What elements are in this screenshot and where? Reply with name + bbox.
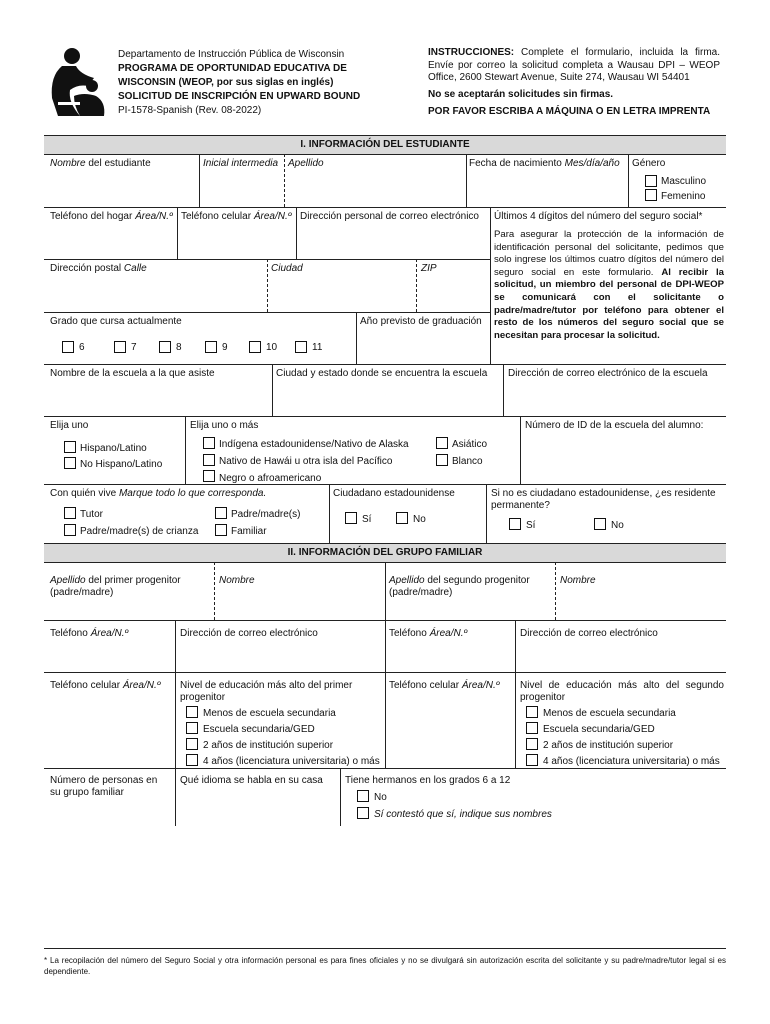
black-label: Negro o afroamericano — [219, 473, 322, 484]
p1-edu-hs-checkbox[interactable] — [186, 722, 198, 734]
p1-edu-less-hs-checkbox[interactable] — [186, 706, 198, 718]
student-id-label: Número de ID de la escuela del alumno: — [525, 420, 704, 431]
ssn-explanation: Para asegurar la protección de la información de identificación personal del solicitante, pedimos que solo ingrese los últimos cuatro dígitos del número del seguro social en este formulario. Al recibir la solicitud, un miembro del personal de DPI-WEOP se comunicará con el solicitante o padre/madre/tutor por teléfono para obtener el resto de los números del seguro social que se necesitan para procesar la solicitud. — [494, 229, 724, 341]
section-1-title: I. INFORMACIÓN DEL ESTUDIANTE — [44, 135, 726, 155]
grade-9-label: 9 — [222, 342, 228, 353]
resident-yes-label: Sí — [526, 520, 536, 531]
foster-parents-checkbox[interactable] — [64, 524, 76, 536]
school-name-label: Nombre de la escuela a la que asiste — [50, 368, 215, 379]
household-size-label: Número de personas en su grupo familiar — [50, 775, 158, 798]
parent1-phone-label: Teléfono Área/N.º — [50, 628, 129, 639]
personal-email-label: Dirección personal de correo electrónico — [300, 211, 479, 222]
school-email-label: Dirección de correo electrónico de la escuela — [508, 368, 708, 379]
program-line-1: PROGRAMA DE OPORTUNIDAD EDUCATIVA DE — [118, 63, 347, 74]
parent2-cell-label: Teléfono celular Área/N.º — [389, 680, 500, 691]
siblings-no-label: No — [374, 792, 387, 803]
no-signature-note: No se aceptarán solicitudes sin firmas. — [428, 88, 614, 100]
citizen-yes-label: Sí — [362, 514, 372, 525]
last-name-label: Apellido — [288, 158, 324, 169]
pacific-islander-checkbox[interactable] — [203, 454, 215, 466]
native-american-label: Indígena estadounidense/Nativo de Alaska — [219, 439, 409, 450]
grade-11-label: 11 — [312, 342, 323, 353]
parent1-edu-label: Nivel de educación más alto del primer progenitor — [180, 680, 353, 703]
student-name-label: Nombre del estudiante — [50, 158, 151, 169]
siblings-label: Tiene hermanos en los grados 6 a 12 — [345, 775, 511, 786]
home-phone-label: Teléfono del hogar Área/N.º — [50, 211, 173, 222]
postal-address-label: Dirección postal Calle — [50, 263, 147, 274]
grade-10-checkbox[interactable] — [249, 341, 261, 353]
citizen-label: Ciudadano estadounidense — [333, 488, 455, 499]
citizen-no-label: No — [413, 514, 426, 525]
p1-edu-4yr-label: 4 años (licenciatura universitaria) o más — [203, 756, 380, 767]
resident-question: Si no es ciudadano estadounidense, ¿es residente permanente? — [491, 488, 716, 511]
p2-edu-2yr-checkbox[interactable] — [526, 738, 538, 750]
grade-label: Grado que cursa actualmente — [50, 316, 182, 327]
parent2-phone-label: Teléfono Área/N.º — [389, 628, 468, 639]
hispanic-checkbox[interactable] — [64, 441, 76, 453]
siblings-no-checkbox[interactable] — [357, 790, 369, 802]
parent2-firstname-label: Nombre — [560, 575, 596, 586]
resident-yes-checkbox[interactable] — [509, 518, 521, 530]
middle-initial-label: Inicial intermedia — [203, 158, 279, 169]
pacific-islander-label: Nativo de Hawái u otra isla del Pacífico — [219, 456, 393, 467]
non-hispanic-label: No Hispano/Latino — [80, 459, 163, 470]
instructions-label: INSTRUCCIONES: — [428, 47, 515, 58]
siblings-yes-label: Sí contestó que sí, indique sus nombres — [374, 809, 552, 820]
program-line-2: WISCONSIN (WEOP, por sus siglas en inglés) — [118, 77, 334, 88]
relative-checkbox[interactable] — [215, 524, 227, 536]
choose-more-label: Elija uno o más — [190, 420, 259, 431]
footnote: * La recopilación del número del Seguro Social y otra información personal es para fines oficiales y no se divulgará sin autorización escrita del solicitante y su padre/madre/tutor legal si es dependiente. — [44, 956, 726, 976]
grade-11-checkbox[interactable] — [295, 341, 307, 353]
p2-edu-hs-label: Escuela secundaria/GED — [543, 724, 655, 735]
male-label: Masculino — [661, 176, 707, 187]
header-instructions — [428, 47, 720, 119]
resident-no-checkbox[interactable] — [594, 518, 606, 530]
zip-label: ZIP — [421, 263, 437, 274]
male-checkbox[interactable] — [645, 175, 657, 187]
female-checkbox[interactable] — [645, 189, 657, 201]
siblings-yes-checkbox[interactable] — [357, 807, 369, 819]
parent1-email-label: Dirección de correo electrónico — [180, 628, 318, 639]
grade-7-checkbox[interactable] — [114, 341, 126, 353]
asian-checkbox[interactable] — [436, 437, 448, 449]
form-code: PI-1578-Spanish (Rev. 08-2022) — [118, 105, 262, 116]
section-2-title: II. INFORMACIÓN DEL GRUPO FAMILIAR — [44, 543, 726, 563]
weop-logo — [44, 46, 114, 118]
citizen-no-checkbox[interactable] — [396, 512, 408, 524]
parent1-cell-label: Teléfono celular Área/N.º — [50, 680, 161, 691]
female-label: Femenino — [661, 191, 706, 202]
grade-6-label: 6 — [79, 342, 85, 353]
asian-label: Asiático — [452, 439, 488, 450]
choose-one-label: Elija uno — [50, 420, 89, 431]
parents-label: Padre/madre(s) — [231, 509, 301, 520]
parents-checkbox[interactable] — [215, 507, 227, 519]
parent2-edu-label: Nivel de educación más alto del segundo progenitor — [520, 680, 724, 703]
parent2-email-label: Dirección de correo electrónico — [520, 628, 658, 639]
p2-edu-4yr-checkbox[interactable] — [526, 754, 538, 766]
p1-edu-less-hs-label: Menos de escuela secundaria — [203, 708, 336, 719]
dob-label: Fecha de nacimiento Mes/día/año — [469, 158, 620, 169]
home-language-label: Qué idioma se habla en su casa — [180, 775, 323, 786]
ssn-label: Últimos 4 dígitos del número del seguro social* — [494, 211, 703, 222]
resident-no-label: No — [611, 520, 624, 531]
parent1-firstname-label: Nombre — [219, 575, 255, 586]
grade-7-label: 7 — [131, 342, 137, 353]
grade-8-label: 8 — [176, 342, 182, 353]
black-checkbox[interactable] — [203, 470, 215, 482]
cell-phone-label: Teléfono celular Área/N.º — [181, 211, 292, 222]
citizen-yes-checkbox[interactable] — [345, 512, 357, 524]
type-print-note: POR FAVOR ESCRIBA A MÁQUINA O EN LETRA IMPRENTA — [428, 106, 711, 117]
p2-edu-less-hs-label: Menos de escuela secundaria — [543, 708, 676, 719]
grade-8-checkbox[interactable] — [159, 341, 171, 353]
grade-9-checkbox[interactable] — [205, 341, 217, 353]
white-checkbox[interactable] — [436, 454, 448, 466]
hispanic-label: Hispano/Latino — [80, 443, 147, 454]
gender-label: Género — [632, 158, 666, 169]
native-american-checkbox[interactable] — [203, 437, 215, 449]
relative-label: Familiar — [231, 526, 267, 537]
tutor-label: Tutor — [80, 509, 103, 520]
p1-edu-2yr-label: 2 años de institución superior — [203, 740, 334, 751]
city-label: Ciudad — [271, 263, 303, 274]
school-city-label: Ciudad y estado donde se encuentra la escuela — [276, 368, 488, 379]
grade-6-checkbox[interactable] — [62, 341, 74, 353]
header-left — [118, 48, 408, 118]
parent2-lastname-label: Apellido del segundo progenitor (padre/madre) — [389, 575, 530, 598]
p1-edu-hs-label: Escuela secundaria/GED — [203, 724, 315, 735]
instructions-text: Complete el formulario, incluida la firma. Envíe por correo la solicitud completa a Wausau DPI – WEOP Office, 2600 Stewart Avenue, Suite 274, Wausau WI 54401 — [428, 47, 721, 83]
p2-edu-less-hs-checkbox[interactable] — [526, 706, 538, 718]
foster-parents-label: Padre/madre(s) de crianza — [80, 526, 199, 537]
dept-name: Departamento de Instrucción Pública de Wisconsin — [118, 49, 345, 60]
non-hispanic-checkbox[interactable] — [64, 457, 76, 469]
white-label: Blanco — [452, 456, 483, 467]
p1-edu-4yr-checkbox[interactable] — [186, 754, 198, 766]
p2-edu-hs-checkbox[interactable] — [526, 722, 538, 734]
p2-edu-4yr-label: 4 años (licenciatura universitaria) o más — [543, 756, 720, 767]
grad-year-label: Año previsto de graduación — [360, 316, 482, 327]
form-title: SOLICITUD DE INSCRIPCIÓN EN UPWARD BOUND — [118, 91, 361, 102]
tutor-checkbox[interactable] — [64, 507, 76, 519]
p2-edu-2yr-label: 2 años de institución superior — [543, 740, 674, 751]
lives-with-label: Con quién vive Marque todo lo que corresponda. — [50, 488, 267, 499]
p1-edu-2yr-checkbox[interactable] — [186, 738, 198, 750]
parent1-lastname-label: Apellido del primer progenitor (padre/madre) — [50, 575, 181, 598]
grade-10-label: 10 — [266, 342, 278, 353]
